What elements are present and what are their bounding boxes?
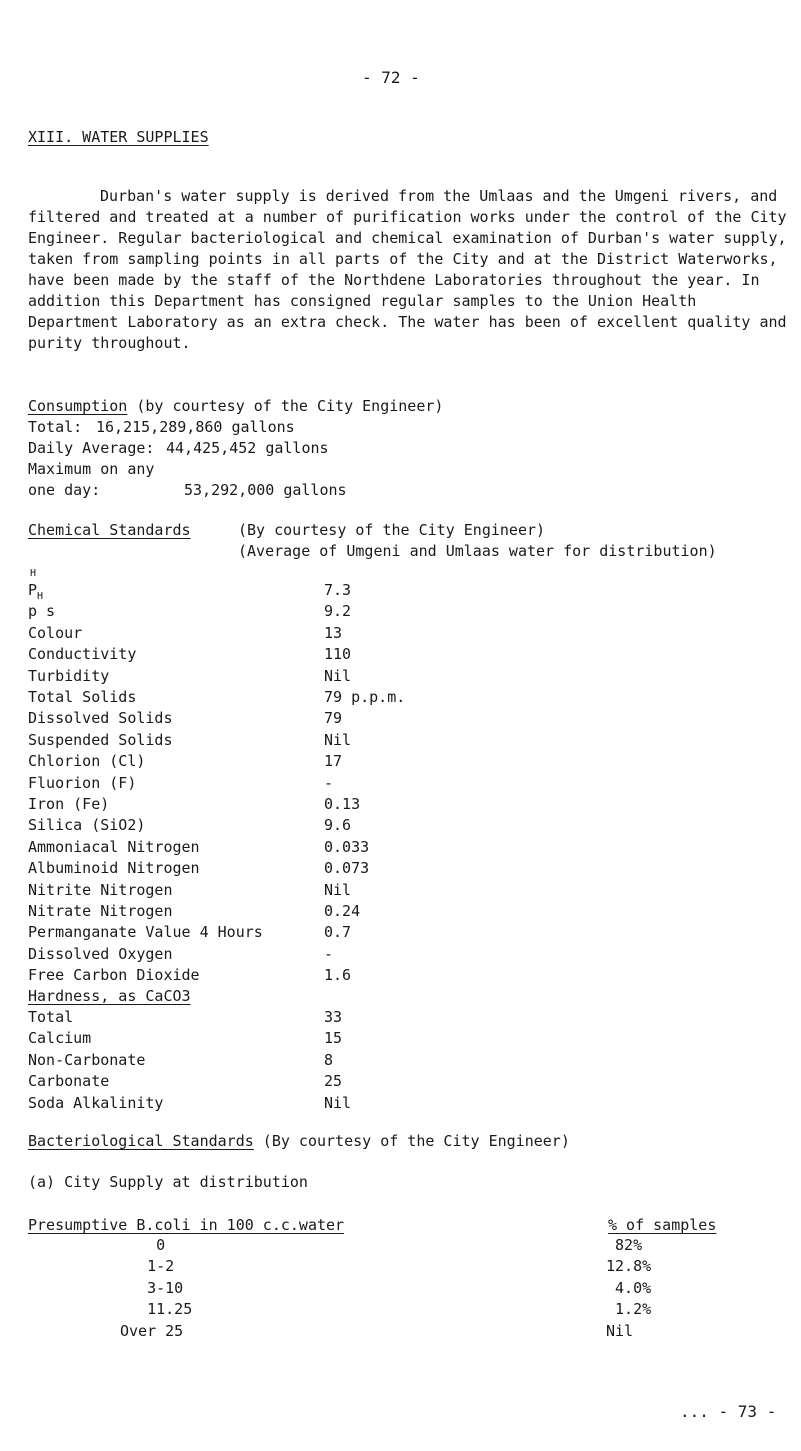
chemical-row-label: Dissolved Oxygen bbox=[28, 944, 173, 963]
hardness-row-label: Non-Carbonate bbox=[28, 1050, 146, 1069]
bact-heading-row bbox=[28, 1131, 570, 1152]
chemical-row-label: Iron (Fe) bbox=[28, 795, 110, 813]
chemical-row-value: 0.13 bbox=[324, 795, 361, 813]
intro-paragraph: Durban's water supply is derived from the Umlaas and the Umgeni rivers, and filtered and treated at a number of purification works under the control of the City Engineer. Regular bacteriological and chemical examination of Durban's water supply, taken from sampling points in all parts of the City and at the District Waterworks, have been made by the staff of the Northdene Laboratories throughout the year. In addition this Department has consigned regular samples to the Union Health Department Laboratory as an extra check. The water has been of excellent quality and purity throughout. bbox=[28, 187, 787, 352]
hardness-row-label: Soda Alkalinity bbox=[28, 1093, 164, 1112]
chemical-row-value: - bbox=[324, 773, 334, 792]
bact-row-label: 1-2 bbox=[120, 1257, 175, 1276]
chemical-row-value: 0.7 bbox=[324, 923, 352, 942]
chemical-row-value: 7.3 bbox=[324, 581, 352, 599]
chemical-row-label: Colour bbox=[28, 623, 83, 642]
ph-base: P bbox=[28, 581, 38, 599]
bact-row-value: 82% bbox=[606, 1236, 643, 1254]
consumption-total-label: Total: bbox=[28, 418, 83, 436]
bact-heading: Bacteriological Standards bbox=[28, 1132, 254, 1150]
bact-note: (By courtesy of the City Engineer) bbox=[253, 1132, 570, 1150]
chemical-note-2: (Average of Umgeni and Umlaas water for distribution) bbox=[238, 542, 717, 560]
bact-row-label: Over 25 bbox=[120, 1321, 184, 1340]
ph-superscript: H bbox=[30, 568, 37, 579]
chemical-heading: Chemical Standards bbox=[28, 521, 191, 539]
consumption-max-label-1: Maximum on any bbox=[28, 460, 155, 478]
bact-col1-header: Presumptive B.coli in 100 c.c.water bbox=[28, 1216, 345, 1234]
chemical-row-label: Free Carbon Dioxide bbox=[28, 966, 200, 985]
bact-row-value: 4.0% bbox=[606, 1278, 652, 1297]
chemical-row-value: 79 bbox=[324, 709, 343, 728]
chemical-row-label: Chlorion (Cl) bbox=[28, 752, 146, 771]
chemical-heading-row bbox=[28, 520, 191, 541]
bact-col2-header-row bbox=[608, 1215, 716, 1236]
bact-row-label: 0 bbox=[120, 1236, 166, 1254]
chemical-row-value: 110 bbox=[324, 645, 352, 664]
chemical-row-value: Nil bbox=[324, 880, 352, 899]
chemical-row-label: Fluorion (F) bbox=[28, 773, 137, 792]
hardness-row-value: Nil bbox=[324, 1093, 352, 1112]
chemical-row-value: Nil bbox=[324, 730, 352, 749]
hardness-heading-row bbox=[28, 986, 191, 1007]
chemical-row-value: 0.24 bbox=[324, 902, 361, 920]
consumption-daily-value: 44,425,452 gallons bbox=[166, 439, 329, 457]
chemical-row-label: Turbidity bbox=[28, 666, 110, 685]
bact-col1-header-row bbox=[28, 1215, 344, 1236]
chemical-row-value: 0.033 bbox=[324, 837, 370, 856]
consumption-heading: Consumption bbox=[28, 397, 128, 415]
chemical-row-value: 9.6 bbox=[324, 816, 352, 835]
chemical-row-label: Albuminoid Nitrogen bbox=[28, 859, 200, 878]
chemical-row-value: 13 bbox=[324, 623, 343, 642]
hardness-heading: Hardness, as CaCO3 bbox=[28, 987, 191, 1005]
footer-continuation: ... - 73 - bbox=[680, 1402, 777, 1421]
chemical-row-label: Permanganate Value 4 Hours bbox=[28, 923, 263, 942]
bact-col2-header: % of samples bbox=[608, 1216, 717, 1234]
bact-row-value: 12.8% bbox=[606, 1257, 652, 1276]
section-heading bbox=[28, 128, 209, 146]
chemical-row-label: Total Solids bbox=[28, 688, 137, 706]
chemical-row-label: Ammoniacal Nitrogen bbox=[28, 837, 200, 856]
hardness-row-value: 15 bbox=[324, 1029, 343, 1048]
chemical-row-value: 9.2 bbox=[324, 602, 352, 621]
chemical-row-label: Silica (SiO2) bbox=[28, 816, 146, 835]
ph-subscript: H bbox=[37, 591, 44, 602]
bact-sub-heading: (a) City Supply at distribution bbox=[28, 1173, 308, 1191]
chemical-row-label: Nitrate Nitrogen bbox=[28, 902, 173, 920]
chemical-row-label: p s bbox=[28, 602, 56, 621]
section-heading-text: XIII. WATER SUPPLIES bbox=[28, 128, 209, 146]
hardness-row-value: 33 bbox=[324, 1008, 343, 1026]
consumption-daily-label: Daily Average: bbox=[28, 439, 155, 457]
hardness-row-value: 25 bbox=[324, 1072, 343, 1091]
consumption-note: (by courtesy of the City Engineer) bbox=[127, 397, 444, 415]
hardness-row-label: Total bbox=[28, 1008, 74, 1026]
hardness-row-label: Carbonate bbox=[28, 1072, 110, 1091]
hardness-row-value: 8 bbox=[324, 1050, 334, 1069]
chemical-row-value: 0.073 bbox=[324, 859, 370, 878]
bact-row-value: Nil bbox=[606, 1321, 634, 1340]
bact-row-label: 3-10 bbox=[120, 1278, 184, 1297]
chemical-row-label: Conductivity bbox=[28, 645, 137, 664]
bact-row-value: 1.2% bbox=[606, 1300, 652, 1319]
consumption-max-value: 53,292,000 gallons bbox=[184, 481, 347, 499]
chemical-row-label: Nitrite Nitrogen bbox=[28, 880, 173, 899]
chemical-row-value: 1.6 bbox=[324, 966, 352, 985]
bact-row-label: 11.25 bbox=[120, 1300, 193, 1319]
consumption-max-label-2: one day: bbox=[28, 481, 101, 499]
chemical-row-value: Nil bbox=[324, 666, 352, 685]
consumption-total-value: 16,215,289,860 gallons bbox=[96, 418, 295, 436]
chemical-row-value: - bbox=[324, 944, 334, 963]
hardness-row-label: Calcium bbox=[28, 1029, 92, 1048]
chemical-row-label: Suspended Solids bbox=[28, 730, 173, 749]
chemical-note-1: (By courtesy of the City Engineer) bbox=[238, 521, 546, 539]
chemical-row-label: Dissolved Solids bbox=[28, 709, 173, 728]
chemical-row-value: 79 p.p.m. bbox=[324, 688, 406, 706]
page-number: - 72 - bbox=[362, 68, 420, 87]
consumption-heading-row bbox=[28, 396, 443, 417]
chemical-row-value: 17 bbox=[324, 752, 343, 771]
